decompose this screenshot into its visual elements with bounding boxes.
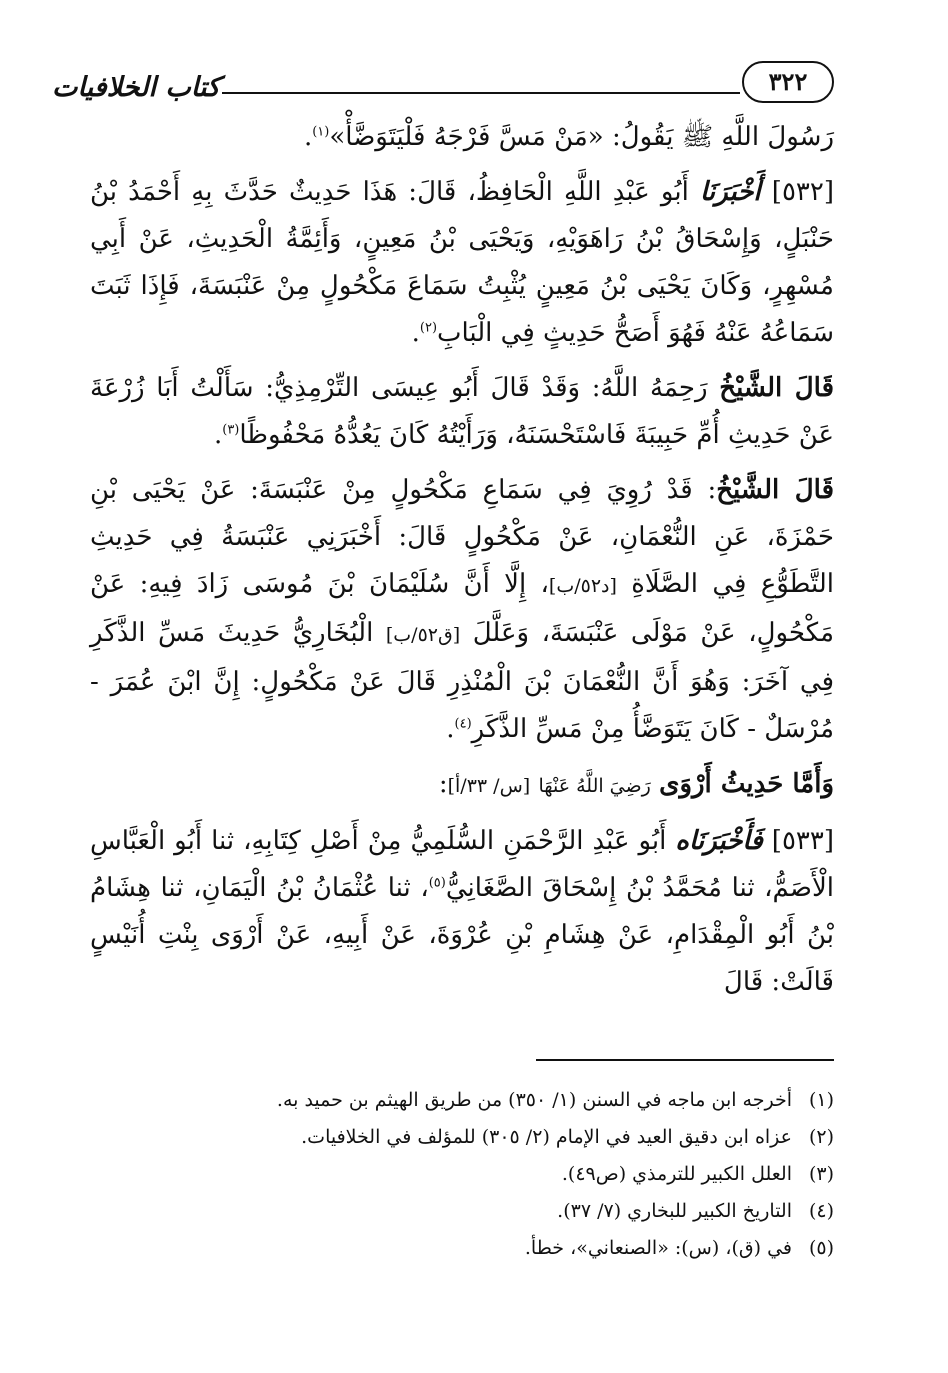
paragraph-text: ، ثنا عُثْمَانُ بْنُ الْيَمَانِ، ثنا هِشَامُ بْنُ أَبُو الْمِقْدَامِ، عَنْ هِشَامِ بْنِ عُرْوَةَ، عَنْ أَبِيهِ، عَنْ أَرْوَى بِنْتِ أُنَيْسٍ قَالَتْ: قَالَ bbox=[90, 873, 834, 997]
paragraph-text: الْبُخَارِيُّ حَدِيثَ مَسِّ الذَّكَرِ فِي آخَرَ: وَهُوَ أَنَّ النُّعْمَانَ بْنَ الْمُنْذِرِ قَالَ عَنْ مَكْحُولٍ: إِنَّ ابْنَ عُمَرَ - مُرْسَلٌ - كَانَ يَتَوَضَّأُ مِنْ مَسِّ الذَّكَرِ bbox=[90, 618, 835, 744]
paragraph-text: ، إِلَّا أَنَّ سُلَيْمَانَ بْنَ مُوسَى زَادَ فِيهِ: عَنْ مَكْحُولٍ، عَنْ مَوْلَى عَنْبَسَةَ، وَعَلَّلَ bbox=[90, 569, 834, 648]
footnote-number: (٥) bbox=[808, 1237, 834, 1259]
footnote-ref: (١) bbox=[312, 124, 330, 140]
hadith-number: [٥٣٣] bbox=[771, 826, 834, 856]
footnote bbox=[200, 1230, 834, 1267]
punctuation: : bbox=[438, 769, 448, 799]
hadith-number: [٥٣٢] bbox=[771, 177, 835, 207]
paragraph-arwa-heading bbox=[90, 761, 834, 810]
punctuation: . bbox=[213, 420, 223, 450]
paragraph-text: : قَدْ رُوِيَ فِي سَمَاعِ مَكْحُولٍ مِنْ عَنْبَسَةَ: عَنْ يَحْيَى بْنِ حَمْزَةَ، عَنِ النُّعْمَانِ، عَنْ مَكْحُولٍ قَالَ: أَخْبَرَنِي عَنْبَسَةُ فِي حَدِيثِ التَّطَوُّعِ فِي الصَّلَاةِ bbox=[90, 475, 834, 599]
footnote-ref: (٢) bbox=[419, 320, 438, 336]
paragraph-532 bbox=[90, 169, 834, 357]
manuscript-ref: [ق٥٢/ب] bbox=[385, 624, 461, 646]
header-rule bbox=[222, 92, 740, 94]
paragraph-text: رَسُولَ اللَّهِ ﷺ يَقُولُ: «مَنْ مَسَّ فَرْجَهُ فَلْيَتَوَضَّأْ» bbox=[329, 122, 834, 152]
footnote-number: (٤) bbox=[808, 1200, 834, 1222]
footnote bbox=[200, 1082, 834, 1119]
footnotes bbox=[200, 1082, 834, 1267]
section-heading: وَأَمَّا حَدِيثُ أَرْوَى bbox=[659, 769, 834, 799]
narration-keyword: أَخْبَرَنَا bbox=[699, 177, 761, 207]
paragraph-text: أَبُو عَبْدِ اللَّهِ الْحَافِظُ، قَالَ: هَذَا حَدِيثٌ حَدَّثَ بِهِ أَحْمَدُ بْنُ حَنْبَلٍ، وَإِسْحَاقُ بْنُ رَاهَوَيْهِ، وَيَحْيَى بْنُ مَعِينٍ، وَأَئِمَّةُ الْحَدِيثِ، عَنْ أَبِي مُسْهِرٍ، وَكَانَ يَحْيَى بْنُ مَعِينٍ يُثْبِتُ سَمَاعَ مَكْحُولٍ مِنْ عَنْبَسَةَ، فَإِذَا ثَبَتَ سَمَاعُهُ عَنْهُ فَهُوَ أَصَحُّ حَدِيثٍ فِي الْبَابِ bbox=[90, 177, 834, 348]
footnote-ref: (٤) bbox=[454, 716, 472, 732]
paragraph-text: رَحِمَهُ اللَّهُ: وَقَدْ قَالَ أَبُو عِيسَى التِّرْمِذِيُّ: سَأَلْتُ أَبَا زُرْعَةَ عَنْ حَدِيثِ أُمِّ حَبِيبَةَ فَاسْتَحْسَنَهُ، وَرَأَيْتُهُ كَانَ يَعُدُّهُ مَحْفُوظًا bbox=[90, 373, 834, 450]
footnote-number: (٢) bbox=[808, 1126, 834, 1148]
running-title: كتاب الخلافيات bbox=[51, 72, 220, 103]
speaker-heading: قَالَ الشَّيْخُ bbox=[716, 475, 834, 505]
paragraph-hadith-text bbox=[90, 114, 834, 161]
footnote-number: (١) bbox=[808, 1089, 834, 1111]
footnote bbox=[200, 1119, 834, 1156]
footnote bbox=[200, 1193, 834, 1230]
punctuation: . bbox=[411, 318, 420, 348]
paragraph-533 bbox=[90, 818, 834, 1006]
speaker-heading: قَالَ الشَّيْخُ bbox=[719, 373, 835, 403]
paragraph-text: أَبُو عَبْدِ الرَّحْمَنِ السُّلَمِيُّ مِنْ أَصْلِ كِتَابِهِ، ثنا أَبُو الْعَبَّاسِ الْأَصَمُّ، ثنا مُحَمَّدُ بْنُ إِسْحَاقَ الصَّغَانِيُّ bbox=[90, 826, 834, 903]
footnote-ref: (٣) bbox=[222, 422, 240, 438]
footnote bbox=[200, 1156, 834, 1193]
footnote-number: (٣) bbox=[808, 1163, 834, 1185]
page-number: ٣٢٢ bbox=[742, 61, 834, 103]
manuscript-ref: [د٥٢/ب] bbox=[548, 575, 617, 597]
paragraph-sheikh-2 bbox=[90, 467, 834, 753]
footnote-ref: (٥) bbox=[428, 875, 446, 891]
punctuation: . bbox=[303, 122, 313, 152]
footnote-text: العلل الكبير للترمذي (ص٤٩). bbox=[561, 1163, 792, 1185]
punctuation: . bbox=[446, 714, 455, 744]
narration-keyword: فَأَخْبَرَنَاه bbox=[675, 826, 763, 856]
main-text bbox=[90, 114, 834, 1014]
honorific: رَضِيَ اللَّهُ عَنْهَا bbox=[538, 775, 651, 797]
footnote-separator bbox=[536, 1059, 834, 1061]
paragraph-sheikh-1 bbox=[90, 365, 834, 459]
footnote-text: عزاه ابن دقيق العيد في الإمام (٢/ ٣٠٥) للمؤلف في الخلافيات. bbox=[301, 1126, 792, 1148]
manuscript-ref: [س/ ٣٣/أ] bbox=[447, 775, 531, 797]
footnote-text: في (ق)، (س): «الصنعاني»، خطأ. bbox=[524, 1237, 792, 1259]
footnote-text: أخرجه ابن ماجه في السنن (١/ ٣٥٠) من طريق الهيثم بن حميد به. bbox=[276, 1089, 792, 1111]
footnote-text: التاريخ الكبير للبخاري (٧/ ٣٧). bbox=[557, 1200, 792, 1222]
